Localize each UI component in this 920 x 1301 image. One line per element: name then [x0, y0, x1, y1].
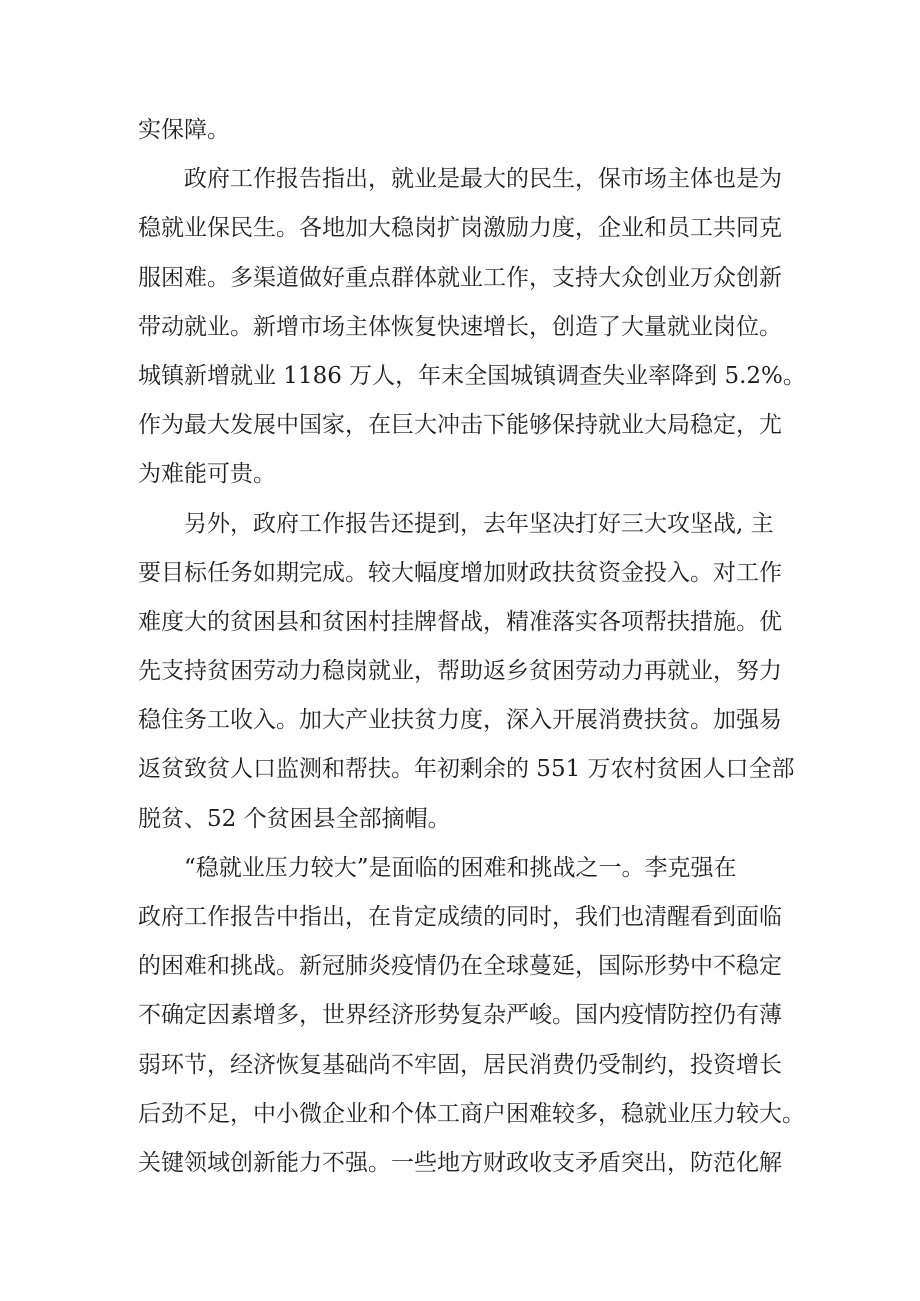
paragraph	[138, 844, 805, 1188]
paragraph	[138, 106, 788, 155]
text-line: 稳就业保民生。各地加大稳岗扩岗激励力度，企业和员工共同克	[138, 215, 782, 242]
text-line: 不确定因素增多，世界经济形势复杂严峻。国内疫情防控仍有薄	[138, 1002, 782, 1029]
paragraph	[138, 500, 795, 844]
text-line: 弱环节，经济恢复基础尚不牢固，居民消费仍受制约，投资增长	[138, 1051, 782, 1078]
text-line: 政府工作报告指出，就业是最大的民生，保市场主体也是为	[184, 166, 782, 193]
text-line: 城镇新增就业 1186 万人，年末全国城镇调查失业率降到 5.2%。	[138, 362, 806, 389]
text-line: 关键领域创新能力不强。一些地方财政收支矛盾突出，防范化解	[138, 1149, 782, 1176]
text-line: 稳住务工收入。加大产业扶贫力度，深入开展消费扶贫。加强易	[138, 707, 782, 734]
text-line: 脱贫、52 个贫困县全部摘帽。	[138, 805, 451, 832]
text-line: 难度大的贫困县和贫困村挂牌督战，精准落实各项帮扶措施。优	[138, 608, 782, 635]
text-line: 为难能可贵。	[138, 461, 276, 488]
text-line: 另外，政府工作报告还提到，去年坚决打好三大攻坚战, 主	[184, 510, 774, 537]
text-line: 作为最大发展中国家，在巨大冲击下能够保持就业大局稳定，尤	[138, 412, 782, 439]
text-line: 要目标任务如期完成。较大幅度增加财政扶贫资金投入。对工作	[138, 559, 782, 586]
paragraph	[138, 155, 806, 499]
text-line: 政府工作报告中指出，在肯定成绩的同时，我们也清醒看到面临	[138, 904, 782, 930]
text-line: 的困难和挑战。新冠肺炎疫情仍在全球蔓延，国际形势中不稳定	[138, 953, 782, 980]
document-body	[138, 106, 806, 1188]
text-line: 先支持贫困劳动力稳岗就业，帮助返乡贫困劳动力再就业，努力	[138, 658, 782, 685]
text-line: 实保障。	[138, 117, 230, 143]
text-line: “稳就业压力较大”是面临的困难和挑战之一。李克强在	[184, 854, 737, 881]
text-line: 返贫致贫人口监测和帮扶。年初剩余的 551 万农村贫困人口全部	[138, 756, 795, 783]
text-line: 服困难。多渠道做好重点群体就业工作，支持大众创业万众创新	[138, 264, 782, 291]
text-line: 带动就业。新增市场主体恢复快速增长，创造了大量就业岗位。	[138, 313, 782, 340]
text-line: 后劲不足，中小微企业和个体工商户困难较多，稳就业压力较大。	[138, 1100, 805, 1127]
